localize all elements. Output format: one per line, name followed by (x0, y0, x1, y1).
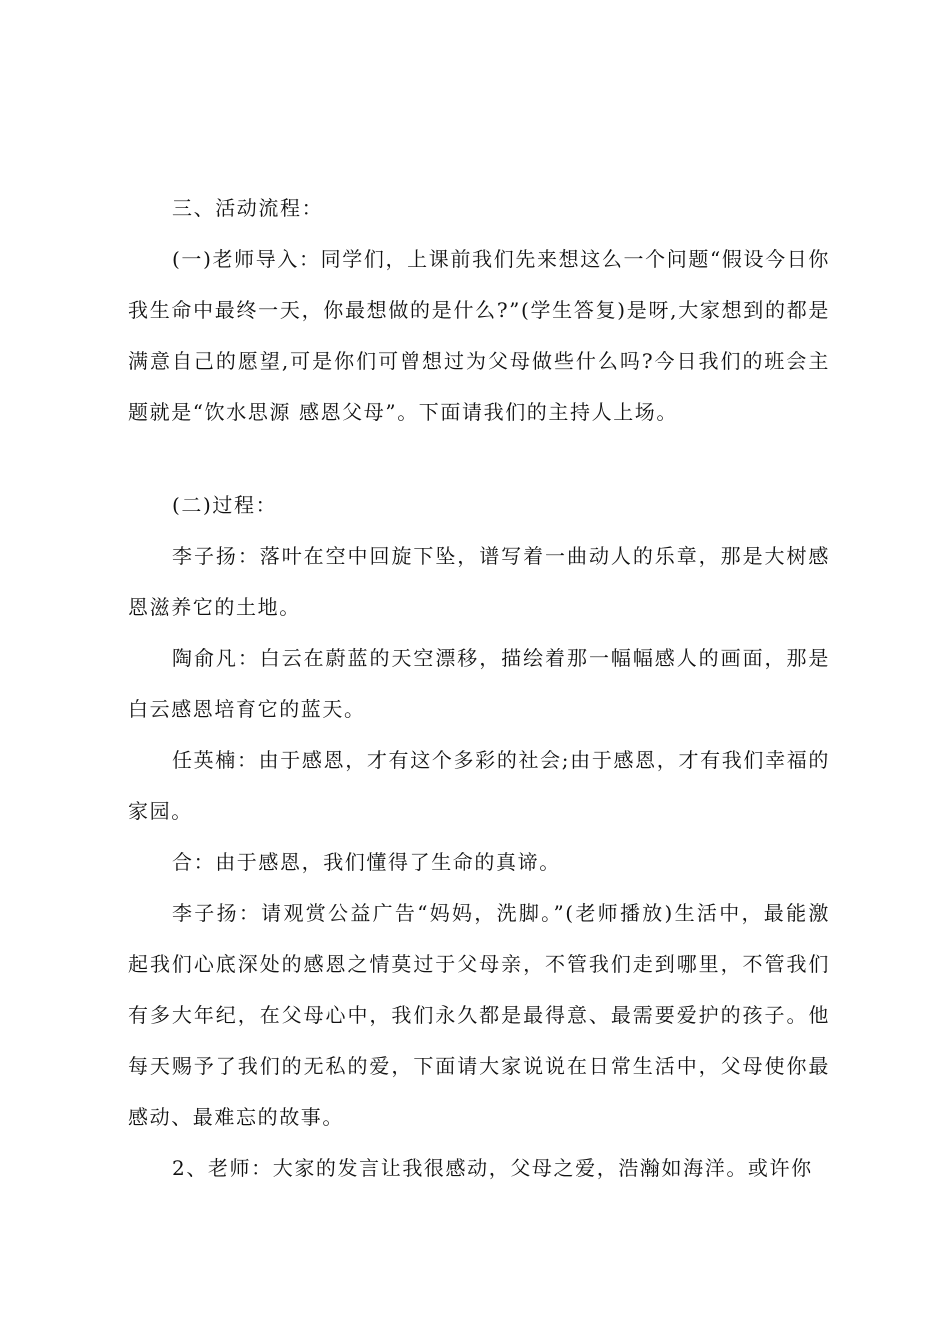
paragraph-together: 合：由于感恩，我们懂得了生命的真谛。 (172, 850, 561, 874)
paragraph-li-ziyang-2: 李子扬：请观赏公益广告“妈妈，洗脚。”(老师播放)生活中，最能激起我们心底深处的感恩之情莫过于父母亲，不管我们走到哪里，不管我们有多大年纪，在父母心中，我们永久都是最得意、最需要爱护的孩子。他每天赐予了我们的无私的爱，下面请大家说说在日常生活中，父母使你最感动、最难忘的故事。 (128, 901, 830, 1129)
paragraph-teacher-2: 2、老师：大家的发言让我很感动，父母之爱，浩瀚如海洋。或许你 (172, 1156, 813, 1180)
section-heading-activity-process: 三、活动流程： (172, 196, 324, 220)
paragraph-li-ziyang-1: 李子扬：落叶在空中回旋下坠，谱写着一曲动人的乐章，那是大树感恩滋养它的土地。 (128, 544, 830, 619)
paragraph-teacher-intro: (一)老师导入：同学们，上课前我们先来想这么一个问题“假设今日你我生命中最终一天，你最想做的是什么?”(学生答复)是呀,大家想到的都是满意自己的愿望,可是你们可曾想过为父母做些什么吗?今日我们的班会主题就是“饮水思源 感恩父母”。下面请我们的主持人上场。 (128, 247, 830, 424)
paragraph-ren-yingnan: 任英楠：由于感恩，才有这个多彩的社会;由于感恩，才有我们幸福的家园。 (128, 748, 830, 823)
paragraph-tao-yufan: 陶俞凡：白云在蔚蓝的天空漂移，描绘着那一幅幅感人的画面，那是白云感恩培育它的蓝天。 (128, 646, 830, 721)
subsection-heading-process: (二)过程： (172, 493, 278, 517)
